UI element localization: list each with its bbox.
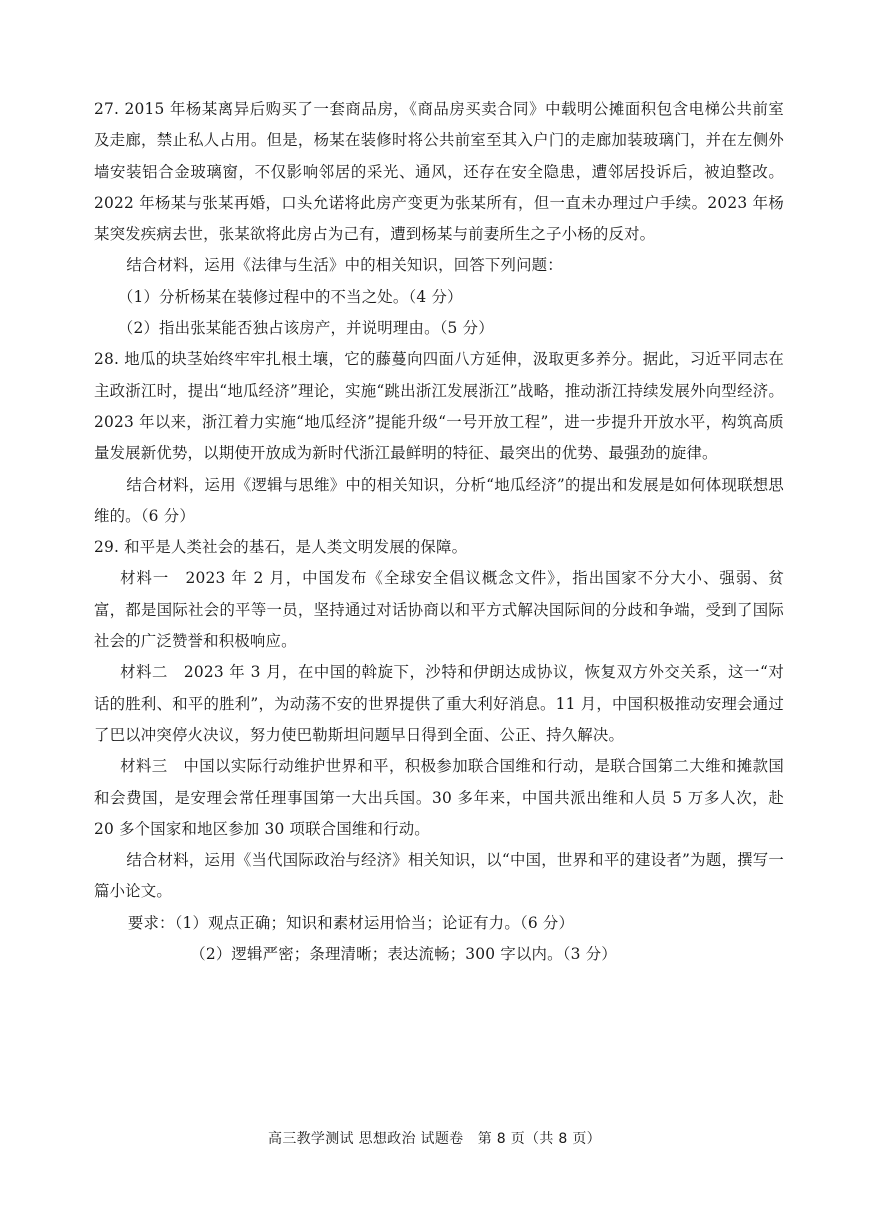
question-28-material: 28. 地瓜的块茎始终牢牢扎根土壤，它的藤蔓向四面八方延伸，汲取更多养分。据此，习近平同志在主政浙江时，提出“地瓜经济”理论，实施“跳出浙江发展浙江”战略，推动浙江持续发展外向型经济。2023 年以来，浙江着力实施“地瓜经济”提能升级“一号开放工程”，进一步提升开放水平，构筑高质量发展新优势，以期使开放成为新时代浙江最鲜明的特征、最突出的优势、最强劲的旋律。: [94, 350, 784, 463]
question-29-requirement-2: （2）逻辑严密；条理清晰；表达流畅；300 字以内。（3 分）: [190, 945, 617, 964]
question-27-prompt: 结合材料，运用《法律与生活》中的相关知识，回答下列问题：: [126, 256, 563, 275]
question-29-material-3: 材料三 中国以实际行动维护世界和平，积极参加联合国维和行动，是联合国第二大维和摊款国和会费国，是安理会常任理事国第一大出兵国。30 多年来，中国共派出维和人员 5 万多人次，赴 20 多个国家和地区参加 30 项联合国维和行动。: [94, 757, 784, 838]
question-28-prompt: 结合材料，运用《逻辑与思维》中的相关知识，分析“地瓜经济”的提出和发展是如何体现联想思维的。（6 分）: [94, 475, 784, 525]
question-29-prompt: 结合材料，运用《当代国际政治与经济》相关知识，以“中国，世界和平的建设者”为题，撰写一篇小论文。: [94, 851, 784, 901]
question-27-sub-1: （1）分析杨某在装修过程中的不当之处。（4 分）: [117, 287, 463, 306]
question-29-material-2: 材料二 2023 年 3 月，在中国的斡旋下，沙特和伊朗达成协议，恢复双方外交关系，这一“对话的胜利、和平的胜利”，为动荡不安的世界提供了重大利好消息。11 月，中国积极推动安理会通过了巴以冲突停火决议，努力使巴勒斯坦问题早日得到全面、公正、持久解决。: [94, 663, 784, 744]
question-27-sub-2: （2）指出张某能否独占该房产，并说明理由。（5 分）: [117, 319, 494, 338]
question-29-requirement-1: 要求：（1）观点正确；知识和素材运用恰当；论证有力。（6 分）: [127, 913, 575, 932]
page-footer: 高三教学测试 思想政治 试题卷 第 8 页（共 8 页）: [268, 1131, 601, 1147]
question-29-material-1: 材料一 2023 年 2 月，中国发布《全球安全倡议概念文件》，指出国家不分大小、强弱、贫富，都是国际社会的平等一员，坚持通过对话协商以和平方式解决国际间的分歧和争端，受到了国际社会的广泛赞誉和积极响应。: [94, 569, 784, 651]
exam-content: [94, 94, 784, 970]
question-29-intro: 29. 和平是人类社会的基石，是人类文明发展的保障。: [94, 538, 468, 557]
question-27-material: 27. 2015 年杨某离异后购买了一套商品房，《商品房买卖合同》中载明公摊面积包含电梯公共前室及走廊，禁止私人占用。但是，杨某在装修时将公共前室至其入户门的走廊加装玻璃门，并在左侧外墙安装铝合金玻璃窗，不仅影响邻居的采光、通风，还存在安全隐患，遭邻居投诉后，被迫整改。2022 年杨某与张某再婚，口头允诺将此房产变更为张某所有，但一直未办理过户手续。2023 年杨某突发疾病去世，张某欲将此房占为己有，遭到杨某与前妻所生之子小杨的反对。: [94, 100, 784, 244]
